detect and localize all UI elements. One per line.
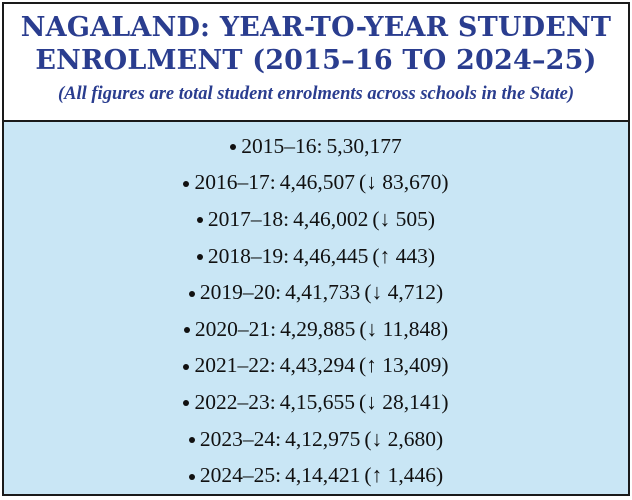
header [4, 4, 628, 122]
bullet-icon [183, 181, 189, 187]
bullet-icon [197, 217, 203, 223]
title [4, 11, 628, 77]
change-value: (↑ 1,446) [364, 463, 444, 488]
list-item [4, 421, 628, 458]
list-item [4, 311, 628, 348]
list-item [4, 165, 628, 202]
year-label: 2020–21: [194, 316, 277, 341]
change-value: (↓ 83,670) [358, 170, 449, 195]
enrolment-value: 4,14,421 [285, 463, 361, 488]
year-label: 2016–17: [194, 170, 276, 195]
year-label: 2015–16: [241, 133, 323, 158]
change-value: (↑ 13,409) [358, 353, 449, 378]
change-value: (↓ 4,712) [364, 280, 444, 305]
year-label: 2017–18: [207, 206, 290, 231]
bullet-icon [189, 291, 195, 297]
bullet-icon [184, 327, 190, 333]
year-label: 2023–24: [199, 426, 282, 451]
change-value: (↓ 11,848) [359, 316, 449, 341]
enrolment-list [4, 122, 628, 494]
bullet-icon [230, 144, 236, 150]
subtitle: (All figures are total student enrolments across schools in the State) [57, 84, 574, 104]
infographic-frame [2, 2, 630, 496]
year-label: 2019–20: [199, 280, 282, 305]
year-label: 2024–25: [199, 463, 282, 488]
bullet-icon [183, 400, 189, 406]
enrolment-value: 4,46,507 [279, 170, 355, 195]
year-label: 2018–19: [207, 243, 290, 268]
year-label: 2022–23: [194, 389, 276, 414]
enrolment-value: 4,46,445 [293, 243, 369, 268]
change-value: (↓ 28,141) [358, 389, 449, 414]
list-item [4, 457, 628, 494]
list-item [4, 201, 628, 238]
change-value: (↓ 505) [372, 206, 436, 231]
change-value: (↑ 443) [372, 243, 436, 268]
bullet-icon [189, 474, 195, 480]
list-item [4, 274, 628, 311]
list-item [4, 384, 628, 421]
enrolment-value: 5,30,177 [326, 133, 402, 158]
enrolment-panel [4, 122, 628, 494]
year-label: 2021–22: [194, 353, 276, 378]
change-value: (↓ 2,680) [364, 426, 444, 451]
list-item [4, 238, 628, 275]
enrolment-value: 4,46,002 [293, 206, 369, 231]
enrolment-value: 4,12,975 [285, 426, 361, 451]
list-item [4, 128, 628, 165]
list-item [4, 348, 628, 385]
enrolment-value: 4,43,294 [279, 353, 355, 378]
enrolment-value: 4,41,733 [285, 280, 361, 305]
title-line-1: NAGALAND: YEAR-TO-YEAR STUDENT [20, 12, 612, 43]
enrolment-value: 4,29,885 [280, 316, 356, 341]
bullet-icon [189, 437, 195, 443]
title-line-2: ENROLMENT (2015–16 TO 2024–25) [35, 45, 597, 76]
enrolment-value: 4,15,655 [279, 389, 355, 414]
bullet-icon [183, 364, 189, 370]
bullet-icon [197, 254, 203, 260]
